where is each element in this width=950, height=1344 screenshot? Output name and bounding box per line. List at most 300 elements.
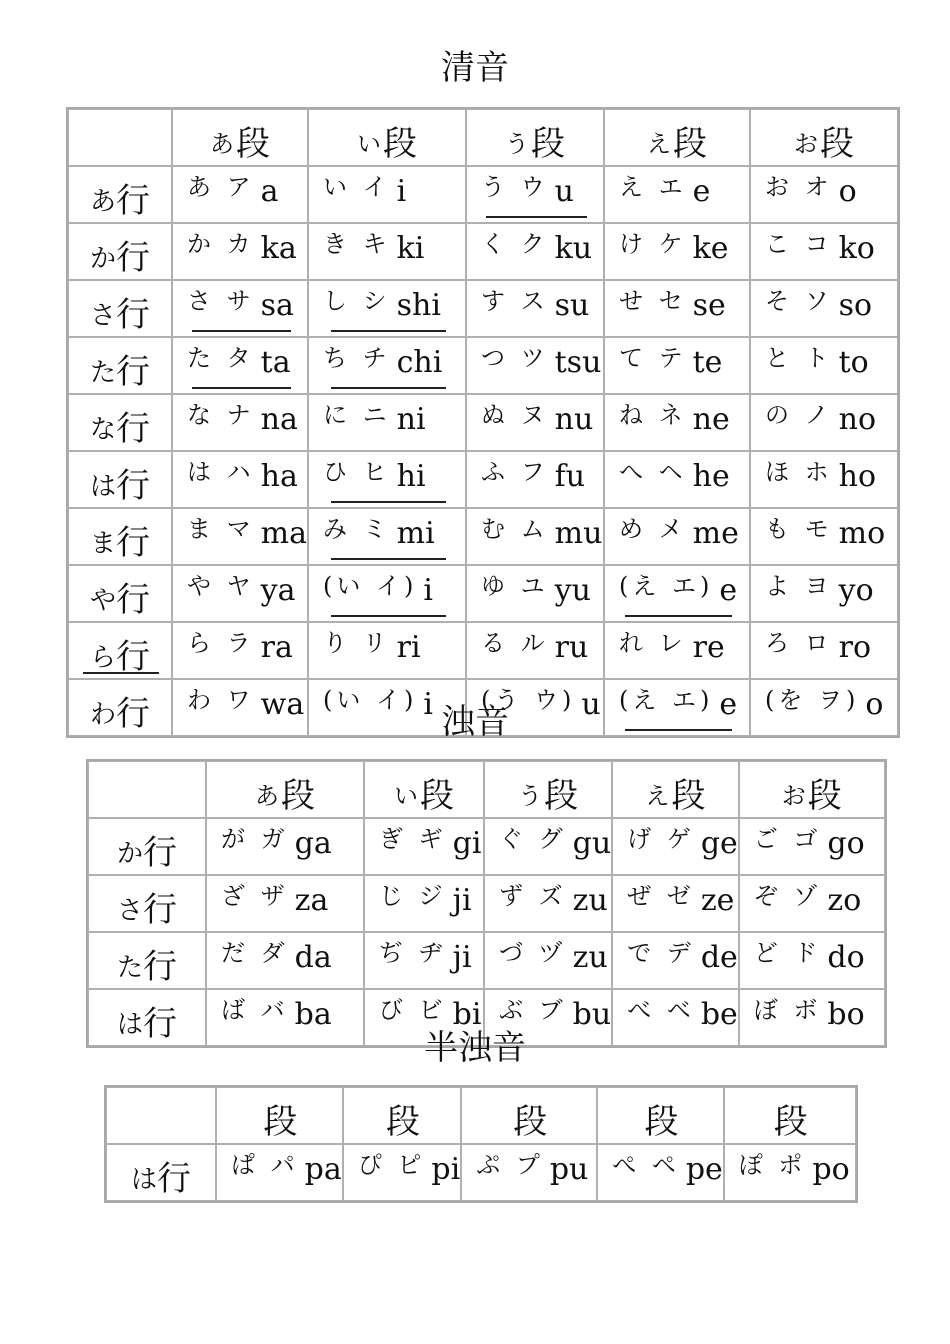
kana-glyphs: め メ [618, 515, 687, 543]
column-header [612, 761, 739, 818]
kana-glyphs: ぼ ボ [753, 996, 822, 1024]
romaji: hi [396, 459, 426, 494]
row-header [68, 508, 172, 565]
table-row [88, 932, 885, 989]
kana-glyphs: す ス [480, 287, 549, 315]
kana-glyphs: が ガ [221, 825, 289, 853]
row-header-kana: は [130, 1165, 157, 1195]
kana-glyphs: ざ ザ [221, 882, 289, 910]
column-header-label: 段 [420, 776, 454, 816]
row-header-label: 行 [116, 295, 150, 335]
header-row [88, 761, 885, 818]
column-header-label: 段 [513, 1102, 548, 1142]
kana-glyphs: ぶ ブ [499, 996, 567, 1024]
romaji: a [260, 174, 279, 209]
row-header [68, 337, 172, 394]
romaji: zo [827, 883, 862, 918]
row-header-label: 行 [116, 238, 150, 278]
row-header-label: 行 [143, 890, 177, 930]
romaji: ru [554, 630, 589, 665]
column-header-kana: い [394, 782, 418, 810]
row-header-label: 行 [116, 352, 150, 392]
corner-cell [88, 761, 206, 818]
romaji: ni [396, 402, 426, 437]
kana-cell [604, 451, 750, 508]
kana-glyphs: の ノ [764, 401, 833, 429]
row-header-kana: た [89, 358, 116, 388]
row-header-kana: さ [89, 301, 116, 331]
romaji: pe [685, 1152, 723, 1187]
kana-cell [172, 622, 308, 679]
kana-glyphs: (え エ) [618, 686, 714, 714]
romaji: to [838, 345, 869, 380]
kana-cell [172, 565, 308, 622]
kana-glyphs: ず ズ [499, 882, 567, 910]
kana-glyphs: ぞ ゾ [753, 882, 822, 910]
kana-cell [750, 223, 898, 280]
kana-glyphs: な ナ [187, 401, 255, 429]
kana-glyphs: (い イ) [322, 572, 418, 600]
row-header-label: 行 [116, 181, 150, 221]
kana-cell [466, 451, 604, 508]
row-header-kana: や [89, 586, 116, 616]
dakuon-title: 浊音 [441, 702, 509, 742]
romaji: fu [554, 459, 586, 494]
kana-glyphs: ぬ ヌ [480, 401, 549, 429]
kana-cell [172, 223, 308, 280]
row-header-kana: ま [89, 529, 116, 559]
romaji: po [812, 1152, 850, 1187]
romaji: te [692, 345, 723, 380]
header-row [106, 1087, 856, 1144]
kana-cell [308, 166, 466, 223]
kana-cell [739, 932, 885, 989]
kana-glyphs: ぷ プ [476, 1151, 544, 1179]
row-header-label: 行 [116, 580, 150, 620]
kana-cell [466, 565, 604, 622]
kana-cell [604, 280, 750, 337]
romaji: nu [554, 402, 594, 437]
kana-glyphs: く ク [480, 230, 549, 258]
romaji: go [827, 826, 865, 861]
kana-glyphs: (を ヲ) [764, 686, 860, 714]
kana-cell [308, 280, 466, 337]
romaji: bo [827, 997, 865, 1032]
kana-glyphs: ぽ ポ [738, 1151, 807, 1179]
kana-glyphs: に ニ [322, 401, 391, 429]
column-header-label: 段 [385, 1102, 420, 1142]
kana-glyphs: む ム [480, 515, 549, 543]
table-row [88, 818, 885, 875]
column-header [364, 761, 484, 818]
row-header-kana: た [116, 953, 143, 983]
kana-glyphs: ど ド [753, 939, 822, 967]
kana-glyphs: ら ラ [187, 629, 255, 657]
row-header-label: 行 [116, 409, 150, 449]
kana-glyphs: つ ツ [480, 344, 549, 372]
column-header [343, 1087, 461, 1144]
column-header-kana: う [504, 130, 529, 158]
kana-cell [308, 223, 466, 280]
row-header-label: 行 [143, 1004, 177, 1044]
kana-cell [308, 622, 466, 679]
row-header [106, 1144, 216, 1201]
row-header-label: 行 [143, 947, 177, 987]
romaji: e [692, 174, 711, 209]
row-header-kana: か [89, 244, 116, 274]
column-header-label: 段 [281, 776, 315, 816]
kana-cell [466, 622, 604, 679]
row-header [68, 394, 172, 451]
romaji: ya [260, 573, 296, 608]
row-header-kana: は [116, 1010, 143, 1040]
kana-glyphs: じ ジ [379, 882, 447, 910]
kana-cell [466, 508, 604, 565]
kana-glyphs: ぢ ヂ [379, 939, 447, 967]
romaji: no [838, 402, 877, 437]
kana-glyphs: い イ [322, 173, 391, 201]
kana-glyphs: そ ソ [764, 287, 833, 315]
seion-table [66, 107, 900, 738]
handakuon-title: 半浊音 [424, 1028, 526, 1068]
row-header [88, 932, 206, 989]
kana-glyphs: ぴ ピ [357, 1151, 426, 1179]
kana-glyphs: る ル [480, 629, 549, 657]
kana-glyphs: ぎ ギ [379, 825, 447, 853]
kana-glyphs: (い イ) [322, 686, 418, 714]
romaji: ta [260, 345, 291, 380]
romaji: gu [572, 826, 612, 861]
kana-cell [172, 508, 308, 565]
column-header-kana: お [793, 130, 818, 158]
kana-cell [739, 818, 885, 875]
kana-cell [466, 337, 604, 394]
row-header-label: 行 [116, 694, 150, 734]
kana-cell [484, 875, 612, 932]
row-header-label: 行 [116, 466, 150, 506]
row-header [68, 622, 172, 679]
kana-cell [597, 1144, 724, 1201]
column-header [750, 109, 898, 166]
romaji: wa [260, 687, 305, 722]
kana-glyphs: ぜ ゼ [627, 882, 695, 910]
kana-glyphs: ご ゴ [753, 825, 822, 853]
kana-cell [750, 394, 898, 451]
romaji: ji [452, 883, 472, 918]
kana-glyphs: ひ ヒ [322, 458, 391, 486]
romaji: yu [554, 573, 591, 608]
romaji: ke [692, 231, 729, 266]
kana-cell [750, 565, 898, 622]
kana-cell [750, 622, 898, 679]
column-header [461, 1087, 597, 1144]
column-header [172, 109, 308, 166]
kana-cell [364, 818, 484, 875]
kana-glyphs: せ セ [618, 287, 687, 315]
kana-cell [750, 166, 898, 223]
romaji: i [423, 687, 433, 722]
row-header-label: 行 [116, 523, 150, 563]
romaji: chi [396, 345, 443, 380]
row-header [68, 451, 172, 508]
romaji: o [865, 687, 884, 722]
column-header-kana: い [356, 130, 381, 158]
table-row [68, 622, 898, 679]
kana-glyphs: て テ [618, 344, 687, 372]
table-row [106, 1144, 856, 1201]
row-header-kana: ら [89, 643, 116, 673]
kana-glyphs: へ ヘ [618, 458, 687, 486]
kana-glyphs: ま マ [187, 515, 255, 543]
romaji: ho [838, 459, 877, 494]
row-header-kana: さ [116, 896, 143, 926]
corner-cell [106, 1087, 216, 1144]
romaji: gi [452, 826, 482, 861]
kana-cell [750, 337, 898, 394]
table-row [68, 166, 898, 223]
kana-cell [604, 622, 750, 679]
romaji: ne [692, 402, 730, 437]
column-header [724, 1087, 856, 1144]
kana-glyphs: た タ [187, 344, 255, 372]
row-header-kana: は [89, 472, 116, 502]
column-header-kana: う [518, 782, 543, 810]
kana-cell [612, 818, 739, 875]
kana-cell [484, 818, 612, 875]
row-header-kana: な [89, 415, 116, 445]
column-header-kana: あ [209, 130, 234, 158]
kana-glyphs: だ ダ [221, 939, 289, 967]
kana-cell [216, 1144, 343, 1201]
romaji: se [692, 288, 726, 323]
kana-glyphs: お オ [764, 173, 833, 201]
kana-glyphs: よ ヨ [764, 572, 833, 600]
column-header [216, 1087, 343, 1144]
kana-glyphs: で デ [627, 939, 695, 967]
romaji: sa [260, 288, 294, 323]
kana-cell [343, 1144, 461, 1201]
column-header [308, 109, 466, 166]
kana-cell [206, 932, 364, 989]
column-header-label: 段 [263, 1102, 298, 1142]
table-row [68, 565, 898, 622]
column-header-kana: え [646, 130, 671, 158]
romaji: be [700, 997, 738, 1032]
kana-glyphs: ろ ロ [764, 629, 833, 657]
romaji: tsu [554, 345, 602, 380]
kana-cell [206, 875, 364, 932]
row-header-kana: あ [89, 187, 116, 217]
kana-glyphs: べ ベ [627, 996, 695, 1024]
romaji: bu [572, 997, 612, 1032]
kana-cell [172, 280, 308, 337]
row-header [68, 166, 172, 223]
romaji: ki [396, 231, 425, 266]
kana-cell [750, 451, 898, 508]
kana-glyphs: も モ [764, 515, 833, 543]
romaji: so [838, 288, 873, 323]
row-header [88, 818, 206, 875]
romaji: za [294, 883, 329, 918]
romaji: ji [452, 940, 472, 975]
romaji: ma [260, 516, 307, 551]
kana-glyphs: ぺ ペ [612, 1151, 680, 1179]
romaji: yo [838, 573, 874, 608]
kana-cell [466, 280, 604, 337]
kana-glyphs: (え エ) [618, 572, 714, 600]
kana-cell [364, 932, 484, 989]
table-row [88, 875, 885, 932]
romaji: ri [396, 630, 421, 665]
row-header [88, 875, 206, 932]
row-header [68, 223, 172, 280]
romaji: e [719, 573, 738, 608]
kana-glyphs: ゆ ユ [480, 572, 549, 600]
romaji: ge [700, 826, 738, 861]
row-header [68, 565, 172, 622]
romaji: shi [396, 288, 441, 323]
kana-cell [604, 166, 750, 223]
kana-cell [461, 1144, 597, 1201]
column-header-label: 段 [644, 1102, 679, 1142]
table-row [68, 280, 898, 337]
column-header-label: 段 [773, 1102, 808, 1142]
romaji: ba [294, 997, 332, 1032]
kana-cell [308, 394, 466, 451]
column-header-label: 段 [672, 124, 707, 164]
romaji: pi [431, 1152, 461, 1187]
romaji: o [838, 174, 857, 209]
romaji: ze [700, 883, 735, 918]
kana-cell [484, 932, 612, 989]
kana-cell [466, 223, 604, 280]
romaji: me [692, 516, 739, 551]
romaji: ku [554, 231, 593, 266]
column-header [604, 109, 750, 166]
seion-title: 清音 [441, 48, 509, 88]
kana-cell [750, 508, 898, 565]
table-row [68, 337, 898, 394]
romaji: da [294, 940, 332, 975]
kana-glyphs: う ウ [480, 173, 549, 201]
romaji: su [554, 288, 590, 323]
romaji: bi [452, 997, 482, 1032]
kana-glyphs: あ ア [187, 173, 255, 201]
kana-cell [206, 818, 364, 875]
column-header [739, 761, 885, 818]
romaji: ra [260, 630, 293, 665]
kana-glyphs: と ト [764, 344, 833, 372]
kana-cell [604, 565, 750, 622]
column-header-label: 段 [544, 776, 579, 816]
romaji: de [700, 940, 738, 975]
kana-glyphs: や ヤ [187, 572, 255, 600]
column-header-label: 段 [819, 124, 854, 164]
kana-glyphs: ち チ [322, 344, 391, 372]
kana-cell [604, 337, 750, 394]
kana-glyphs: け ケ [618, 230, 687, 258]
kana-cell [604, 508, 750, 565]
kana-cell [308, 508, 466, 565]
romaji: u [581, 687, 601, 722]
kana-cell [750, 280, 898, 337]
kana-glyphs: か カ [187, 230, 255, 258]
handakuon-table [104, 1085, 858, 1203]
kana-cell [724, 1144, 856, 1201]
column-header-kana: あ [255, 782, 279, 810]
kana-cell [466, 394, 604, 451]
kana-cell [604, 394, 750, 451]
romaji: re [692, 630, 725, 665]
kana-glyphs: ぱ パ [231, 1151, 299, 1179]
romaji: mu [554, 516, 603, 551]
kana-glyphs: ぐ グ [499, 825, 567, 853]
kana-glyphs: れ レ [618, 629, 687, 657]
column-header [484, 761, 612, 818]
kana-glyphs: ね ネ [618, 401, 687, 429]
kana-cell [612, 875, 739, 932]
header-row [68, 109, 898, 166]
column-header-kana: え [645, 782, 670, 810]
kana-cell [308, 565, 466, 622]
romaji: ga [294, 826, 332, 861]
kana-cell [172, 394, 308, 451]
kana-glyphs: (う ウ) [480, 686, 576, 714]
romaji: na [260, 402, 298, 437]
table-row [68, 451, 898, 508]
row-header-label: 行 [116, 637, 150, 677]
column-header-label: 段 [807, 776, 842, 816]
romaji: pa [304, 1152, 342, 1187]
kana-cell [612, 932, 739, 989]
romaji: he [692, 459, 730, 494]
kana-cell [172, 337, 308, 394]
column-header [466, 109, 604, 166]
kana-glyphs: み ミ [322, 515, 391, 543]
column-header [206, 761, 364, 818]
row-header [68, 280, 172, 337]
romaji: e [719, 687, 738, 722]
kana-glyphs: は ハ [187, 458, 255, 486]
kana-cell [172, 451, 308, 508]
row-header-label: 行 [143, 833, 177, 873]
romaji: zu [572, 940, 608, 975]
corner-cell [68, 109, 172, 166]
kana-glyphs: さ サ [187, 287, 255, 315]
column-header-kana: お [781, 782, 806, 810]
kana-cell [172, 166, 308, 223]
table-row [68, 394, 898, 451]
romaji: pu [549, 1152, 589, 1187]
kana-glyphs: こ コ [764, 230, 833, 258]
romaji: ha [260, 459, 298, 494]
romaji: i [396, 174, 407, 209]
romaji: i [423, 573, 433, 608]
kana-glyphs: わ ワ [187, 686, 255, 714]
column-header [597, 1087, 724, 1144]
kana-cell [364, 875, 484, 932]
romaji: ka [260, 231, 297, 266]
row-header-label: 行 [157, 1159, 191, 1199]
kana-glyphs: げ ゲ [627, 825, 695, 853]
column-header-label: 段 [530, 124, 565, 164]
dakuon-table [86, 759, 887, 1048]
kana-cell [466, 166, 604, 223]
romaji: zu [572, 883, 608, 918]
kana-glyphs: き キ [322, 230, 391, 258]
table-row [68, 508, 898, 565]
romaji: mo [838, 516, 886, 551]
